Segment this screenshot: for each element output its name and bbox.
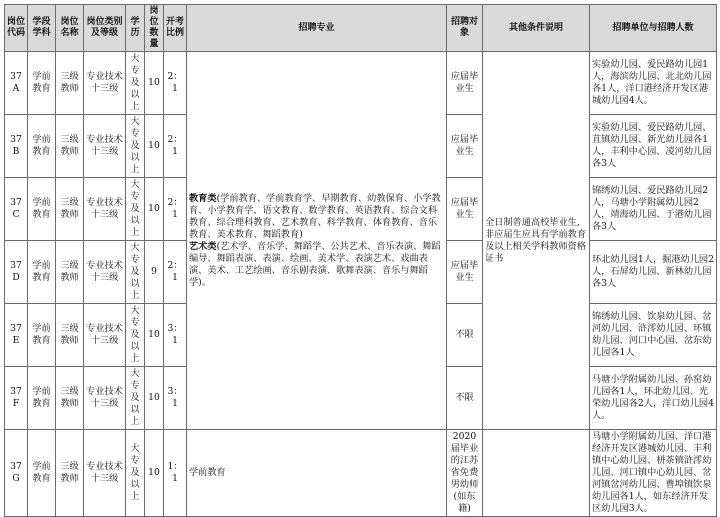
cell-post-name: 三级教师 <box>56 430 84 517</box>
cell-segment: 学前教育 <box>28 52 56 115</box>
cell-ratio: 2：1 <box>164 241 187 304</box>
cell-code: 37D <box>5 241 28 304</box>
cell-code: 37C <box>5 178 28 241</box>
header-target: 招聘对象 <box>447 5 483 52</box>
cell-ratio: 3：1 <box>164 367 187 430</box>
cell-target: 不限 <box>447 367 483 430</box>
cell-count: 10 <box>145 178 164 241</box>
cell-units: 锦绣幼儿园、饮泉幼儿园、岔河幼儿园、浒澪幼儿园、环镇幼儿园、河口中心园、岔东幼儿园各1人 <box>590 304 717 367</box>
cell-code: 37F <box>5 367 28 430</box>
cell-post-name: 三级教师 <box>56 241 84 304</box>
cell-segment: 学前教育 <box>28 178 56 241</box>
cell-ratio: 3：1 <box>164 304 187 367</box>
cell-ratio: 2：1 <box>164 178 187 241</box>
cell-code: 37A <box>5 52 28 115</box>
table-row <box>5 52 717 115</box>
cell-code: 37E <box>5 304 28 367</box>
cell-post-name: 三级教师 <box>56 178 84 241</box>
cell-ratio: 2：1 <box>164 52 187 115</box>
major-art-block <box>189 241 444 289</box>
cell-segment: 学前教育 <box>28 367 56 430</box>
cell-units: 实验幼儿园、爱民路幼儿园1人，海滨幼儿园、北北幼儿园各1人，洋口港经济开发区港城幼儿园4人。 <box>590 52 717 115</box>
header-other: 其他条件说明 <box>483 5 590 52</box>
cell-count: 10 <box>145 52 164 115</box>
cell-count: 10 <box>145 430 164 517</box>
cell-post-name: 三级教师 <box>56 367 84 430</box>
cell-target: 应届毕业生 <box>447 115 483 178</box>
cell-category: 专业技术十三级 <box>84 178 126 241</box>
cell-units: 马塘小学附属幼儿园、洋口港经济开发区港城幼儿园、丰利镇中心幼儿园、栟茶镇浒澪幼儿园、河口镇中心幼儿园、岔河镇岔河幼儿园、曹埠镇饮泉幼儿园各1人，如东经济开发区幼儿园3人。 <box>590 430 717 517</box>
cell-segment: 学前教育 <box>28 241 56 304</box>
header-major: 招聘专业 <box>187 5 447 52</box>
cell-segment: 学前教育 <box>28 115 56 178</box>
header-count: 岗位数量 <box>145 5 164 52</box>
cell-category: 专业技术十三级 <box>84 367 126 430</box>
major-edu-block <box>189 193 444 241</box>
cell-units: 实验幼儿园、爱民路幼儿园、苴镇幼儿园、新光幼儿园各1人，丰利中心园、凌河幼儿园各3人 <box>590 115 717 178</box>
header-row <box>5 5 717 52</box>
recruitment-table <box>4 4 717 517</box>
cell-target: 2020届毕业的江苏省免费男幼师(如东籍) <box>447 430 483 517</box>
header-category: 岗位类别及等级 <box>84 5 126 52</box>
cell-units: 环北幼儿园1人，掘港幼儿园2人，石屏幼儿园、新林幼儿园各3人 <box>590 241 717 304</box>
cell-code: 37G <box>5 430 28 517</box>
cell-category: 专业技术十三级 <box>84 430 126 517</box>
cell-education: 大专及以上 <box>126 304 145 367</box>
cell-education: 大专及以上 <box>126 52 145 115</box>
cell-units: 马塘小学附属幼儿园、孙窑幼儿园各1人，环北幼儿园、光荣幼儿园各2人，洋口幼儿园4人。 <box>590 367 717 430</box>
cell-post-name: 三级教师 <box>56 304 84 367</box>
cell-education: 大专及以上 <box>126 367 145 430</box>
cell-post-name: 三级教师 <box>56 52 84 115</box>
cell-education: 大专及以上 <box>126 115 145 178</box>
cell-target: 应届毕业生 <box>447 52 483 115</box>
header-ratio: 开考比例 <box>164 5 187 52</box>
major-edu-head: 教育类 <box>189 192 217 204</box>
header-education: 学历 <box>126 5 145 52</box>
header-units: 招聘单位与招聘人数 <box>590 5 717 52</box>
cell-education: 大专及以上 <box>126 241 145 304</box>
major-art-body: (艺术学、音乐学、舞蹈学、公共艺术、音乐表演、舞蹈编导、舞蹈表演、表演、绘画、美术学、表演艺术、戏曲表演、美术、工艺绘画、音乐剧表演、歌舞表演、音乐与舞蹈学)。 <box>189 240 441 288</box>
cell-count: 10 <box>145 304 164 367</box>
cell-major-group <box>187 52 447 430</box>
cell-post-name: 三级教师 <box>56 115 84 178</box>
header-post-name: 岗位名称 <box>56 5 84 52</box>
major-edu-body: (学前教育、学前教育学、早期教育、幼教保育、小学教育、小学教育学、语文教育、数学教育、英语教育、综合文科教育、综合理科教育、艺术教育、科学教育、体育教育、音乐教育、美术教育、舞蹈教育) <box>189 192 441 240</box>
cell-units: 锦绣幼儿园、爱民路幼儿园2人，马塘小学附属幼儿园2人，靖海幼儿园、于港幼儿园各3人 <box>590 178 717 241</box>
cell-education: 大专及以上 <box>126 430 145 517</box>
table-row <box>5 430 717 517</box>
cell-other <box>483 430 590 517</box>
cell-education: 大专及以上 <box>126 178 145 241</box>
cell-count: 10 <box>145 367 164 430</box>
cell-target: 不限 <box>447 304 483 367</box>
major-art-head: 艺术类 <box>189 240 217 252</box>
header-segment: 学段学科 <box>28 5 56 52</box>
cell-segment: 学前教育 <box>28 304 56 367</box>
cell-ratio: 2：1 <box>164 115 187 178</box>
cell-count: 10 <box>145 115 164 178</box>
cell-other-group: 全日制普通高校毕业生,非应届生应具有学前教育及以上相关学科教师资格证书 <box>483 52 590 430</box>
cell-category: 专业技术十三级 <box>84 241 126 304</box>
cell-major: 学前教育 <box>187 430 447 517</box>
cell-target: 应届毕业生 <box>447 241 483 304</box>
cell-count: 9 <box>145 241 164 304</box>
cell-category: 专业技术十三级 <box>84 52 126 115</box>
header-code: 岗位代码 <box>5 5 28 52</box>
cell-ratio: 1：1 <box>164 430 187 517</box>
cell-category: 专业技术十三级 <box>84 115 126 178</box>
cell-target: 应届毕业生 <box>447 178 483 241</box>
cell-segment: 学前教育 <box>28 430 56 517</box>
cell-code: 37B <box>5 115 28 178</box>
cell-category: 专业技术十三级 <box>84 304 126 367</box>
